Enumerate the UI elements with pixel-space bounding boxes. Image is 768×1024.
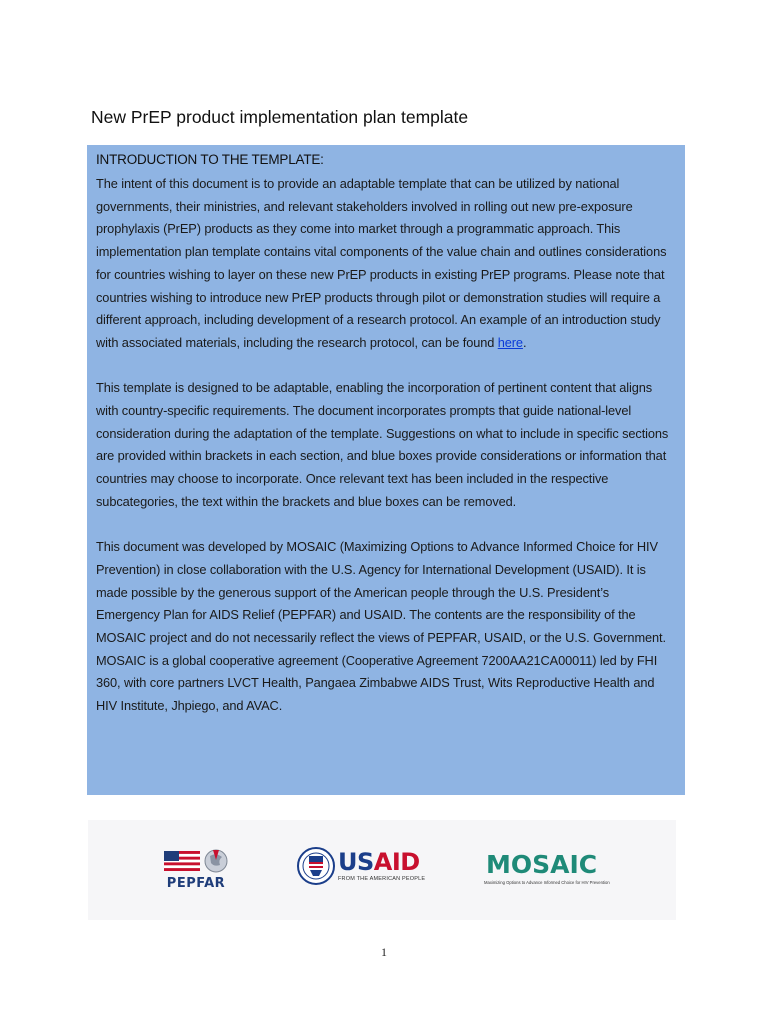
pepfar-wordmark: PEPFAR	[166, 876, 226, 891]
usaid-logo	[296, 846, 426, 888]
partner-logo-band	[88, 820, 676, 920]
usaid-wordmark-aid: AID	[373, 848, 420, 876]
page-title: New PrEP product implementation plan template	[91, 107, 469, 127]
intro-heading: INTRODUCTION TO THE TEMPLATE:	[96, 152, 324, 167]
pepfar-flag-icon	[158, 848, 234, 876]
usaid-wordmark	[338, 848, 420, 876]
page-number: 1	[381, 945, 387, 959]
usaid-tagline: FROM THE AMERICAN PEOPLE	[338, 876, 426, 882]
intro-callout-box	[87, 145, 685, 795]
usaid-seal-icon	[296, 846, 336, 886]
mosaic-logo	[484, 850, 614, 890]
intro-paragraph-2: This template is designed to be adaptable, enabling the incorporation of pertinent content that aligns with country-specific requirements. The document incorporates prompts that guide national-level consideration during the adaptation of the template. Suggestions on what to include in specific sections are provided within brackets in each section, and blue boxes provide considerations or information that countries may choose to incorporate. Once relevant text has been included in the respective subcategories, the text within the brackets and blue boxes can be removed.	[96, 380, 669, 509]
usaid-wordmark-us: US	[338, 848, 374, 876]
intro-paragraph-1-text: The intent of this document is to provide an adaptable template that can be utilized by national governments, their ministries, and relevant stakeholders involved in rolling out new pre-exposure prophylaxis (PrEP) products as they come into market through a programmatic approach. This implementation plan template contains vital components of the value chain and outlines considerations for countries wishing to layer on these new PrEP products in existing PrEP programs. Please note that countries wishing to introduce new PrEP products through pilot or demonstration studies will require a different approach, including development of a research protocol. An example of an introduction study with associated materials, including the research protocol, can be found	[96, 176, 667, 350]
mosaic-wordmark: MOSAIC	[486, 850, 598, 879]
mosaic-tagline: Maximizing Options to Advance Informed Choice for HIV Prevention	[484, 880, 610, 885]
pepfar-logo	[158, 848, 234, 894]
intro-paragraph-1-end: .	[522, 334, 527, 350]
here-link[interactable]: here	[497, 334, 523, 350]
intro-paragraph-3: This document was developed by MOSAIC (Maximizing Options to Advance Informed Choice for HIV Prevention) in close collaboration with the U.S. Agency for International Development (USAID). It is made possible by the generous support of the American people through the U.S. President’s Emergency Plan for AIDS Relief (PEPFAR) and USAID. The contents are the responsibility of the MOSAIC project and do not necessarily reflect the views of PEPFAR, USAID, or the U.S. Government. MOSAIC is a global cooperative agreement (Cooperative Agreement 7200AA21CA00011) led by FHI 360, with core partners LVCT Health, Pangaea Zimbabwe AIDS Trust, Wits Reproductive Health and HIV Institute, Jhpiego, and AVAC.	[96, 539, 666, 714]
intro-paragraph-1	[96, 173, 675, 355]
